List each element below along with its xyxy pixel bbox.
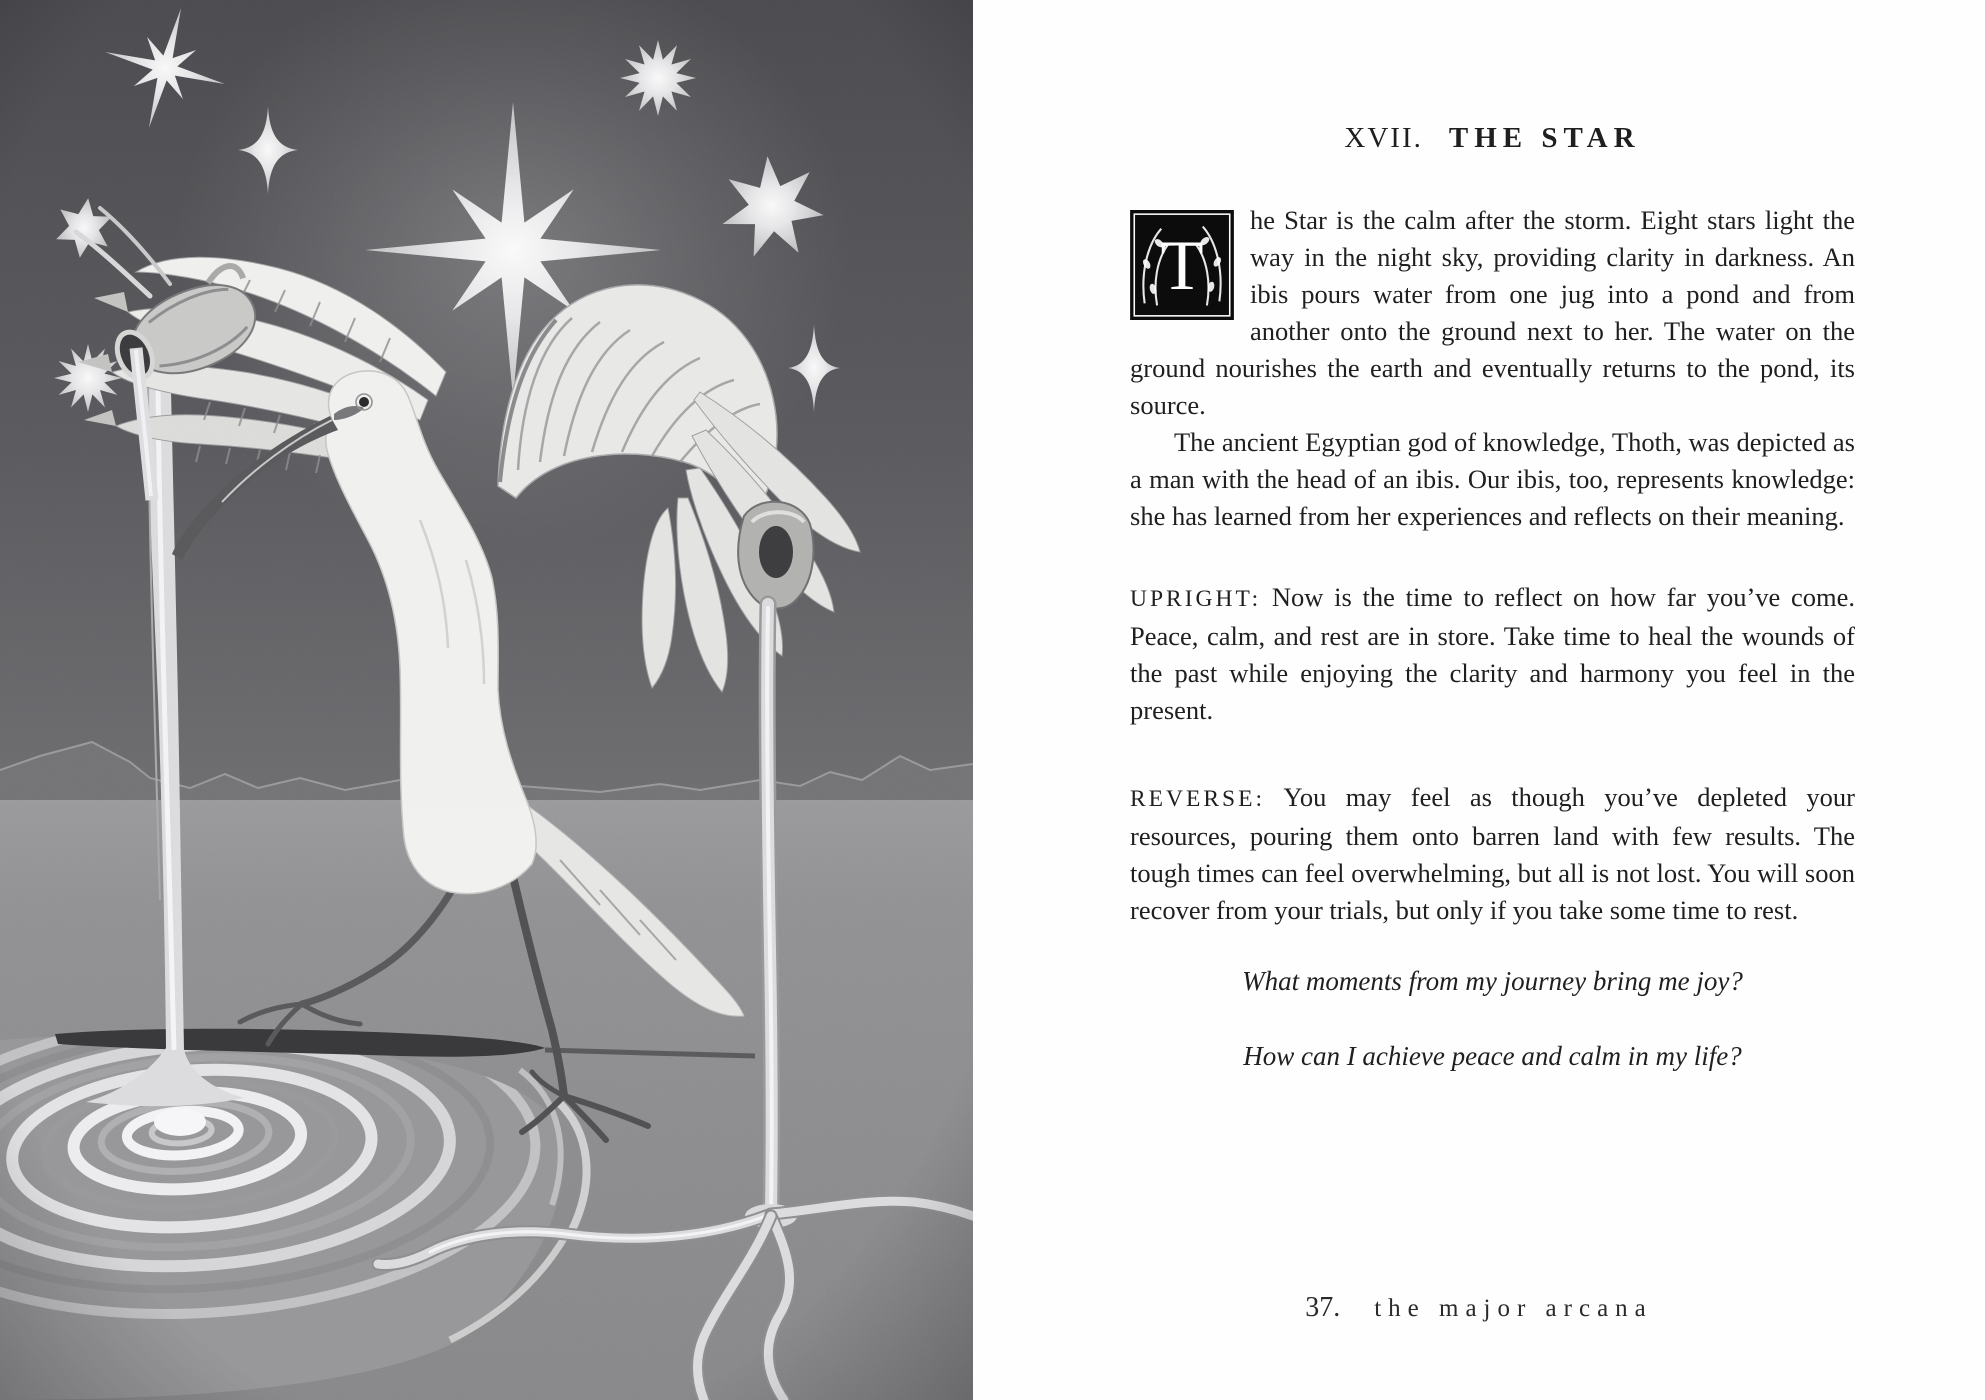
page-content [1130,0,1855,1075]
chapter-title: THE STAR [1448,122,1641,154]
thoth-paragraph: The ancient Egyptian god of knowledge, Thoth, was depicted as a man with the head of an ibis. Our ibis, too, represents knowledge: she has learned from her experiences and reflects on their meaning. [1130,427,1855,531]
vignette [0,0,973,1400]
upright-paragraph [1130,579,1855,729]
journal-question-1: What moments from my journey bring me joy? [1242,966,1743,996]
drop-cap-ornament [1130,210,1234,320]
reverse-text: You may feel as though you’ve depleted your resources, pouring them onto barren land with few results. The tough times can feel overwhelming, but all is not lost. You will soon recover from your trials, but only if you take some time to rest. [1130,782,1855,925]
chapter-heading [1130,0,1855,158]
page-footer [973,1292,1985,1324]
drop-cap-letter: T [1160,226,1204,305]
upright-label: UPRIGHT: [1130,586,1262,612]
star-card-illustration [0,0,973,1400]
page-number: 37. [1305,1292,1341,1323]
text-page [973,0,1985,1400]
drop-cap [1130,210,1234,320]
section-title: the major arcana [1374,1295,1653,1322]
ibis-night-scene [0,0,973,1400]
upright-text: Now is the time to reflect on how far you’ve come. Peace, calm, and rest are in store. Take time to heal the wounds of the past while enjoying the clarity and harmony you feel in the present. [1130,582,1855,725]
chapter-number: XVII. [1344,122,1423,154]
intro-text: he Star is the calm after the storm. Eight stars light the way in the night sky, providing clarity in darkness. An ibis pours water from one jug into a pond and from another onto the ground next to her. The water on the ground nourishes the earth and eventually returns to the pond, its source. [1130,205,1855,420]
intro-paragraph [1130,202,1855,424]
reverse-label: REVERSE: [1130,786,1265,812]
reverse-paragraph [1130,779,1855,929]
journal-question-2: How can I achieve peace and calm in my life? [1243,1041,1742,1071]
